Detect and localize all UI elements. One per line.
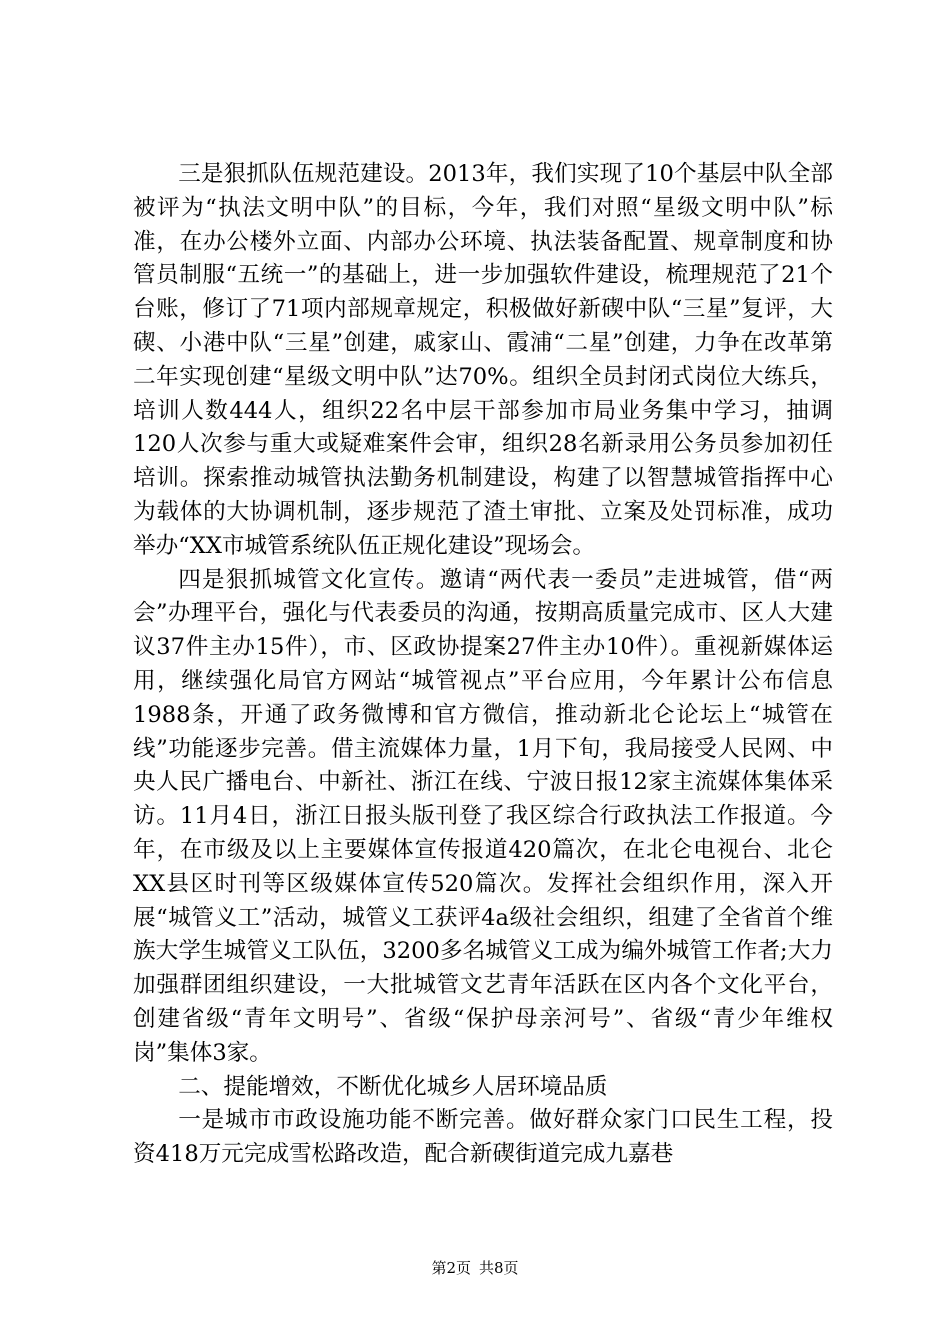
- page-total: 共8页: [479, 1259, 519, 1277]
- page-footer: [0, 1258, 950, 1278]
- paragraph-team-building: 三是狠抓队伍规范建设。2013年，我们实现了10个基层中队全部被评为“执法文明中队”的目标，今年，我们对照“星级文明中队”标准，在办公楼外立面、内部办公环境、执法装备配置、规章制度和协管员制服“五统一”的基础上，进一步加强软件建设，梳理规范了21个台账，修订了71项内部规章规定，积极做好新碶中队“三星”复评，大碶、小港中队“三星”创建，戚家山、霞浦“二星”创建，力争在改革第二年实现创建“星级文明中队”达70%。组织全员封闭式岗位大练兵，培训人数444人，组织22名中层干部参加市局业务集中学习，抽调120人次参与重大或疑难案件会审，组织28名新录用公务员参加初任培训。探索推动城管执法勤务机制建设，构建了以智慧城管指挥中心为载体的大协调机制，逐步规范了渣土审批、立案及处罚标准，成功举办“XX市城管系统队伍正规化建设”现场会。: [133, 161, 833, 559]
- paragraph-culture-publicity: 四是狠抓城管文化宣传。邀请“两代表一委员”走进城管，借“两会”办理平台，强化与代表委员的沟通，按期高质量完成市、区人大建议37件主办15件），市、区政协提案27件主办10件）。重视新媒体运用，继续强化局官方网站“城管视点”平台应用，今年累计公布信息1988条，开通了政务微博和官方微信，推动新北仑论坛上“城管在线”功能逐步完善。借主流媒体力量，1月下旬，我局接受人民网、中央人民广播电台、中新社、浙江在线、宁波日报12家主流媒体集体采访。11月4日，浙江日报头版刊登了我区综合行政执法工作报道。今年，在市级及以上主要媒体宣传报道420篇次，在北仑电视台、北仑XX县区时刊等区级媒体宣传520篇次。发挥社会组织作用，深入开展“城管义工”活动，城管义工获评4a级社会组织，组建了全省首个维族大学生城管义工队伍，3200多名城管义工成为编外城管工作者;大力加强群团组织建设，一大批城管文艺青年活跃在区内各个文化平台，创建省级“青年文明号”、省级“保护母亲河号”、省级“青少年维权岗”集体3家。: [133, 566, 833, 1066]
- section-heading: 二、提能增效，不断优化城乡人居环境品质: [178, 1073, 608, 1100]
- page-number: 第2页: [431, 1259, 471, 1277]
- paragraph-municipal-facilities: 一是城市市政设施功能不断完善。做好群众家门口民生工程，投资418万元完成雪松路改造，配合新碶街道完成九嘉巷: [133, 1107, 833, 1168]
- document-body: [133, 158, 833, 1172]
